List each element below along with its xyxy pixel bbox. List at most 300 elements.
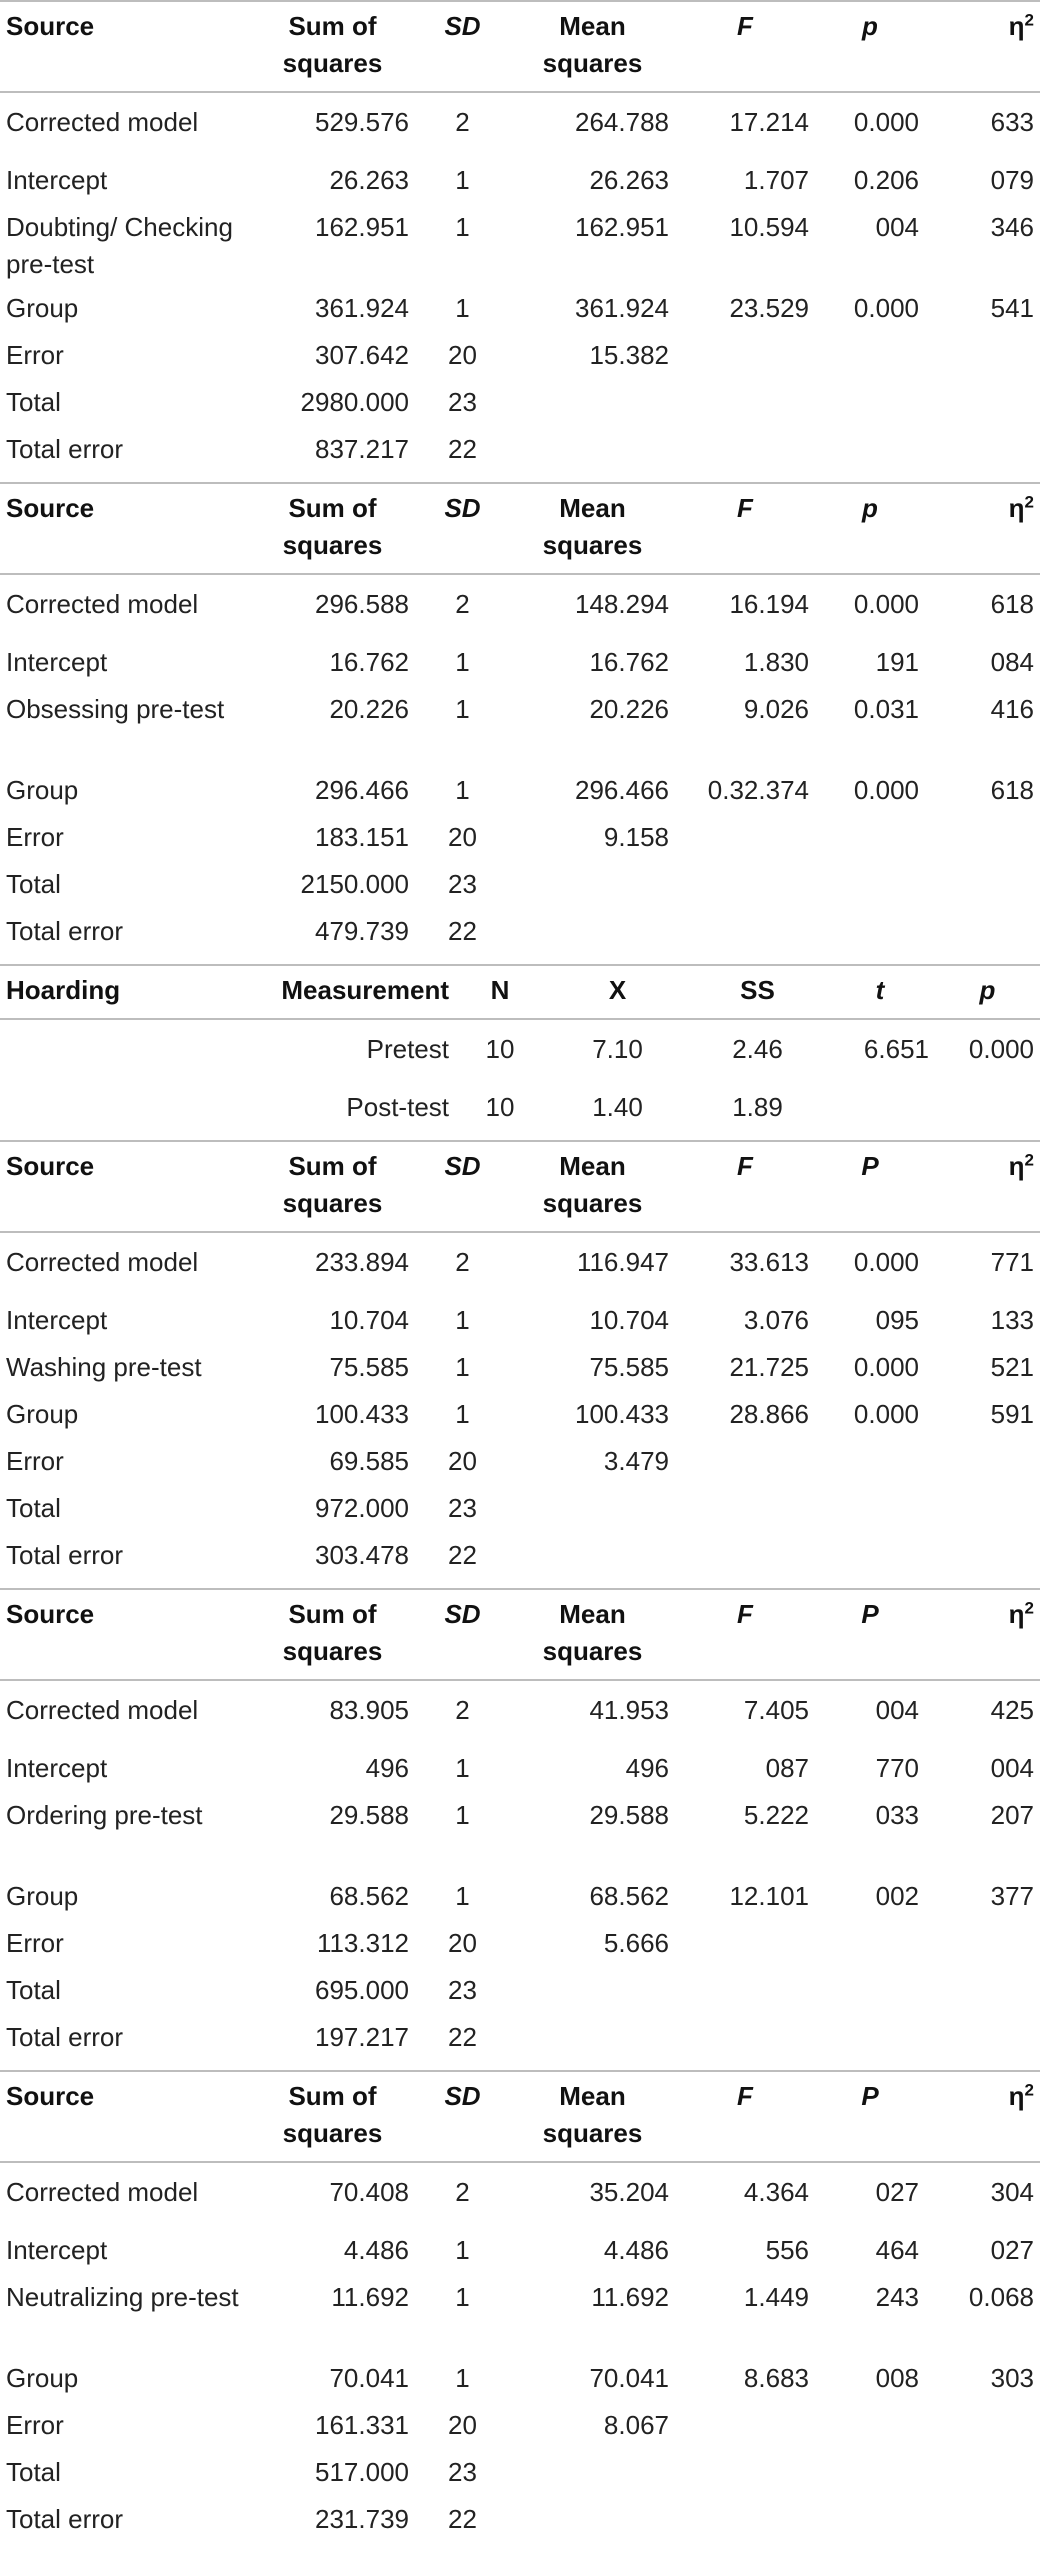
cell-sd: 1 [455,2282,470,2312]
cell-sum-of-squares: 2980.000 [300,387,409,417]
cell-sd: 1 [455,165,470,195]
cell-mean-squares: 20.226 [589,694,669,724]
cell-source: Total [6,387,61,417]
cell-p: 191 [875,647,919,677]
cell-x: 7.10 [592,1034,643,1064]
cell-t [825,1089,935,1140]
cell-p [815,866,925,913]
table-row [0,2162,1040,2232]
table-row [0,644,1040,691]
cell-sd: 2 [455,1695,470,1725]
cell-source: Total [6,2457,61,2487]
cell-sum-of-squares: 303.478 [315,1540,409,1570]
col-header-f: F [737,11,753,41]
cell-f: 33.613 [729,1247,809,1277]
table-row [0,1972,1040,2019]
cell-source: Corrected model [6,107,199,137]
cell-eta-squared: 027 [990,2235,1034,2265]
cell-sum-of-squares: 496 [365,1753,409,1783]
col-header-mean-squares: Mean squares [542,493,643,560]
cell-source: Group [6,775,79,805]
cell-mean-squares [510,2019,675,2070]
cell-f [675,913,815,964]
cell-mean-squares: 100.433 [575,1399,669,1429]
cell-sum-of-squares: 197.217 [315,2022,409,2052]
col-header-source: Source [6,11,95,41]
cell-f [675,1537,815,1588]
cell-source: Corrected model [6,2177,199,2207]
table-row [0,1490,1040,1537]
cell-eta-squared: 346 [990,212,1034,242]
cell-mean-squares: 8.067 [603,2410,669,2440]
cell-sum-of-squares: 16.762 [329,647,409,677]
cell-sd: 22 [448,916,477,946]
table-row [0,1925,1040,1972]
cell-sum-of-squares: 29.588 [329,1800,409,1830]
cell-p [815,1925,925,1972]
cell-eta-squared: 084 [990,647,1034,677]
cell-source: Error [6,822,64,852]
cell-f: 1.449 [743,2282,809,2312]
cell-f: 28.866 [729,1399,809,1429]
cell-sum-of-squares: 2150.000 [300,869,409,899]
cell-source: Error [6,1446,64,1476]
cell-measurement: Post-test [346,1092,449,1122]
cell-eta-squared: 207 [990,1800,1034,1830]
col-header-p: P [861,2081,879,2111]
cell-sum-of-squares: 296.588 [315,589,409,619]
cell-eta-squared [925,2501,1040,2552]
table-row [0,772,1040,819]
table-row [0,384,1040,431]
cell-f: 087 [765,1753,809,1783]
cell-mean-squares: 70.041 [589,2363,669,2393]
header-row [0,2072,1040,2162]
cell-source: Group [6,1399,79,1429]
cell-f: 12.101 [729,1881,809,1911]
cell-p: 0.000 [853,1399,919,1429]
cell-f: 9.026 [743,694,809,724]
col-header-hoarding: Hoarding [6,975,121,1005]
cell-sum-of-squares: 83.905 [329,1695,409,1725]
cell-eta-squared [925,1490,1040,1537]
anova-table [0,482,1040,964]
cell-mean-squares: 5.666 [603,1928,669,1958]
anova-table [0,1588,1040,2070]
cell-f [675,2454,815,2501]
cell-eta-squared: 303 [990,2363,1034,2393]
table-row [0,1750,1040,1797]
cell-mean-squares [510,2501,675,2552]
col-header-sd: SD [444,1599,481,1629]
cell-source: Obsessing pre-test [6,694,225,724]
cell-sd: 22 [448,434,477,464]
cell-sum-of-squares: 517.000 [315,2457,409,2487]
table-row [0,290,1040,337]
cell-source: Corrected model [6,589,199,619]
cell-sd: 1 [455,2235,470,2265]
col-header-sum-of-squares: Sum of squares [282,1599,383,1666]
col-header-n: N [490,975,510,1005]
cell-sd: 1 [455,1800,470,1830]
cell-sd: 2 [455,2177,470,2207]
table-row [0,209,1040,290]
cell-hoarding [0,1089,240,1140]
cell-eta-squared [925,866,1040,913]
cell-sd: 1 [455,1352,470,1382]
cell-eta-squared: 0.068 [968,2282,1034,2312]
cell-f: 556 [765,2235,809,2265]
col-header-sum-of-squares: Sum of squares [282,2081,383,2148]
col-header-f: F [737,1151,753,1181]
cell-f: 1.830 [743,647,809,677]
cell-p: 0.000 [968,1034,1034,1064]
header-row [0,1142,1040,1232]
cell-eta-squared: 377 [990,1881,1034,1911]
col-header-p: p [979,975,996,1005]
hoarding-table-grid [0,966,1040,1140]
cell-source: Intercept [6,2235,108,2265]
cell-source: Total error [6,2504,124,2534]
cell-source: Group [6,293,79,323]
cell-source: Intercept [6,1753,108,1783]
cell-sum-of-squares: 70.041 [329,2363,409,2393]
table-row [0,92,1040,162]
cell-p: 0.000 [853,1247,919,1277]
table-row [0,2232,1040,2279]
col-header-f: F [737,2081,753,2111]
cell-source: Corrected model [6,1695,199,1725]
cell-sum-of-squares: 10.704 [329,1305,409,1335]
anova-table [0,1140,1040,1588]
cell-f [675,384,815,431]
cell-mean-squares: 35.204 [589,2177,669,2207]
cell-sd: 23 [448,1975,477,2005]
cell-mean-squares: 26.263 [589,165,669,195]
cell-sd: 20 [448,340,477,370]
cell-source: Total [6,1493,61,1523]
header-row [0,966,1040,1019]
cell-eta-squared: 425 [990,1695,1034,1725]
cell-p: 0.000 [853,589,919,619]
cell-sum-of-squares: 296.466 [315,775,409,805]
cell-eta-squared: 304 [990,2177,1034,2207]
col-header-p: P [861,1599,879,1629]
cell-p: 770 [875,1753,919,1783]
anova-table [0,0,1040,482]
col-header-p: p [862,493,878,523]
cell-sum-of-squares: 100.433 [315,1399,409,1429]
table-row [0,1443,1040,1490]
col-header-source: Source [6,1151,95,1181]
table-row [0,691,1040,772]
cell-sd: 2 [455,1247,470,1277]
cell-t: 6.651 [863,1034,929,1064]
table-row [0,1537,1040,1588]
col-header-sum-of-squares: Sum of squares [282,1151,383,1218]
col-header-sd: SD [444,11,481,41]
cell-mean-squares [510,1490,675,1537]
cell-sd: 1 [455,212,470,242]
cell-mean-squares: 9.158 [603,822,669,852]
cell-mean-squares: 264.788 [575,107,669,137]
cell-f: 7.405 [743,1695,809,1725]
header-row [0,1590,1040,1680]
cell-hoarding [0,1019,240,1089]
table-row [0,1396,1040,1443]
cell-source: Doubting/ Checking pre-test [6,212,233,279]
cell-f: 16.194 [729,589,809,619]
col-header-sd: SD [444,493,481,523]
cell-p: 0.000 [853,1352,919,1382]
cell-mean-squares: 148.294 [575,589,669,619]
cell-source: Group [6,2363,79,2393]
cell-sum-of-squares: 307.642 [315,340,409,370]
cell-n: 10 [485,1092,515,1122]
cell-eta-squared: 133 [990,1305,1034,1335]
table-row [0,431,1040,482]
cell-eta-squared [925,337,1040,384]
cell-p [815,2407,925,2454]
col-header-sd: SD [444,2081,481,2111]
cell-sd: 20 [448,1928,477,1958]
cell-f: 0.32.374 [707,775,809,805]
cell-f: 5.222 [743,1800,809,1830]
cell-sd: 1 [455,1399,470,1429]
cell-n: 10 [485,1034,515,1064]
cell-eta-squared: 004 [990,1753,1034,1783]
cell-p [815,2501,925,2552]
cell-p [815,2019,925,2070]
cell-ss: 1.89 [732,1092,783,1122]
cell-mean-squares [510,431,675,482]
cell-eta-squared [925,1443,1040,1490]
col-header-eta-squared: $\eta^2$ [1008,2080,1034,2111]
col-header-p: P [861,1151,879,1181]
col-header-mean-squares: Mean squares [542,1151,643,1218]
cell-sd: 20 [448,1446,477,1476]
col-header-sd: SD [444,1151,481,1181]
cell-f [675,431,815,482]
col-header-sum-of-squares: Sum of squares [282,493,383,560]
cell-eta-squared: 541 [990,293,1034,323]
cell-sum-of-squares: 837.217 [315,434,409,464]
cell-f: 17.214 [729,107,809,137]
cell-eta-squared [925,2407,1040,2454]
col-header-t: t [875,975,885,1005]
table-row [0,866,1040,913]
cell-f: 4.364 [743,2177,809,2207]
table-row [0,1019,1040,1089]
cell-sum-of-squares: 161.331 [315,2410,409,2440]
cell-mean-squares: 15.382 [589,340,669,370]
cell-p [815,1972,925,2019]
cell-sum-of-squares: 479.739 [315,916,409,946]
cell-source: Error [6,340,64,370]
cell-sum-of-squares: 70.408 [329,2177,409,2207]
cell-sum-of-squares: 26.263 [329,165,409,195]
cell-source: Group [6,1881,79,1911]
cell-eta-squared [925,1537,1040,1588]
cell-p [815,431,925,482]
cell-source: Error [6,2410,64,2440]
cell-sd: 22 [448,1540,477,1570]
anova-table-grid [0,1142,1040,1588]
cell-p [935,1089,1040,1140]
cell-f: 1.707 [743,165,809,195]
cell-mean-squares: 162.951 [575,212,669,242]
cell-f: 10.594 [729,212,809,242]
cell-source: Total error [6,916,124,946]
cell-sum-of-squares: 231.739 [315,2504,409,2534]
cell-sd: 2 [455,107,470,137]
cell-mean-squares [510,913,675,964]
cell-f [675,819,815,866]
cell-f [675,1443,815,1490]
cell-p: 0.000 [853,107,919,137]
cell-p: 0.000 [853,293,919,323]
cell-p: 243 [875,2282,919,2312]
cell-p [815,1443,925,1490]
col-header-p: p [862,11,878,41]
cell-source: Intercept [6,165,108,195]
cell-sd: 1 [455,1881,470,1911]
cell-f: 3.076 [743,1305,809,1335]
cell-sum-of-squares: 361.924 [315,293,409,323]
cell-mean-squares [510,1972,675,2019]
cell-p [815,913,925,964]
cell-sd: 1 [455,1753,470,1783]
cell-p: 004 [875,212,919,242]
col-header-mean-squares: Mean squares [542,2081,643,2148]
table-row [0,2407,1040,2454]
cell-mean-squares: 29.588 [589,1800,669,1830]
anova-table-grid [0,484,1040,964]
cell-sum-of-squares: 972.000 [315,1493,409,1523]
cell-source: Neutralizing pre-test [6,2282,239,2312]
cell-source: Intercept [6,647,108,677]
col-header-sum-of-squares: Sum of squares [282,11,383,78]
cell-sum-of-squares: 233.894 [315,1247,409,1277]
cell-f: 23.529 [729,293,809,323]
cell-mean-squares: 4.486 [603,2235,669,2265]
cell-sd: 23 [448,2457,477,2487]
anova-table [0,2070,1040,2552]
cell-sum-of-squares: 69.585 [329,1446,409,1476]
table-row [0,2360,1040,2407]
cell-mean-squares: 68.562 [589,1881,669,1911]
cell-eta-squared: 771 [990,1247,1034,1277]
col-header-eta-squared: $\eta^2$ [1008,492,1034,523]
cell-mean-squares [510,866,675,913]
col-header-f: F [737,493,753,523]
cell-p: 008 [875,2363,919,2393]
cell-sd: 20 [448,822,477,852]
cell-sd: 23 [448,869,477,899]
cell-p: 002 [875,1881,919,1911]
cell-source: Intercept [6,1305,108,1335]
cell-mean-squares [510,384,675,431]
cell-f [675,2407,815,2454]
table-row [0,913,1040,964]
cell-mean-squares: 41.953 [589,1695,669,1725]
cell-source: Washing pre-test [6,1352,202,1382]
table-row [0,574,1040,644]
col-header-f: F [737,1599,753,1629]
cell-p [815,384,925,431]
cell-sum-of-squares: 113.312 [316,1928,409,1958]
cell-p [815,337,925,384]
cell-eta-squared: 416 [990,694,1034,724]
cell-mean-squares: 361.924 [575,293,669,323]
cell-p: 004 [875,1695,919,1725]
cell-eta-squared: 079 [990,165,1034,195]
table-row [0,1797,1040,1878]
cell-sum-of-squares: 4.486 [343,2235,409,2265]
cell-source: Corrected model [6,1247,199,1277]
cell-sum-of-squares: 529.576 [315,107,409,137]
table-row [0,2279,1040,2360]
cell-sd: 1 [455,694,470,724]
cell-p: 0.000 [853,775,919,805]
cell-f: 21.725 [729,1352,809,1382]
col-header-source: Source [6,493,95,523]
cell-mean-squares: 496 [625,1753,669,1783]
table-row [0,337,1040,384]
cell-f [675,1490,815,1537]
col-header-mean-squares: Mean squares [542,11,643,78]
cell-mean-squares [510,1537,675,1588]
cell-sum-of-squares: 75.585 [329,1352,409,1382]
cell-sd: 1 [455,1305,470,1335]
cell-sum-of-squares: 20.226 [329,694,409,724]
col-header-eta-squared: $\eta^2$ [1008,1150,1034,1181]
table-row [0,162,1040,209]
cell-eta-squared [925,2454,1040,2501]
table-row [0,1089,1040,1140]
cell-f [675,1972,815,2019]
cell-mean-squares: 11.692 [591,2282,669,2312]
cell-sd: 1 [455,2363,470,2393]
anova-table-grid [0,2072,1040,2552]
cell-sd: 1 [455,775,470,805]
cell-x: 1.40 [592,1092,643,1122]
table-row [0,1232,1040,1302]
header-row [0,484,1040,574]
cell-mean-squares: 296.466 [575,775,669,805]
cell-sum-of-squares: 11.692 [331,2282,409,2312]
cell-p [815,1537,925,1588]
cell-f [675,2501,815,2552]
cell-eta-squared [925,1972,1040,2019]
cell-mean-squares: 75.585 [589,1352,669,1382]
cell-source: Total error [6,2022,124,2052]
cell-eta-squared: 591 [990,1399,1034,1429]
table-row [0,1349,1040,1396]
table-row [0,1878,1040,1925]
cell-measurement: Pretest [366,1034,449,1064]
table-row [0,2019,1040,2070]
header-row [0,2,1040,92]
cell-sum-of-squares: 68.562 [329,1881,409,1911]
cell-p: 0.031 [853,694,919,724]
col-header-ss: SS [740,975,775,1005]
hoarding-table [0,964,1040,1140]
col-header-source: Source [6,2081,95,2111]
cell-source: Total error [6,434,124,464]
table-row [0,2501,1040,2552]
table-row [0,2454,1040,2501]
